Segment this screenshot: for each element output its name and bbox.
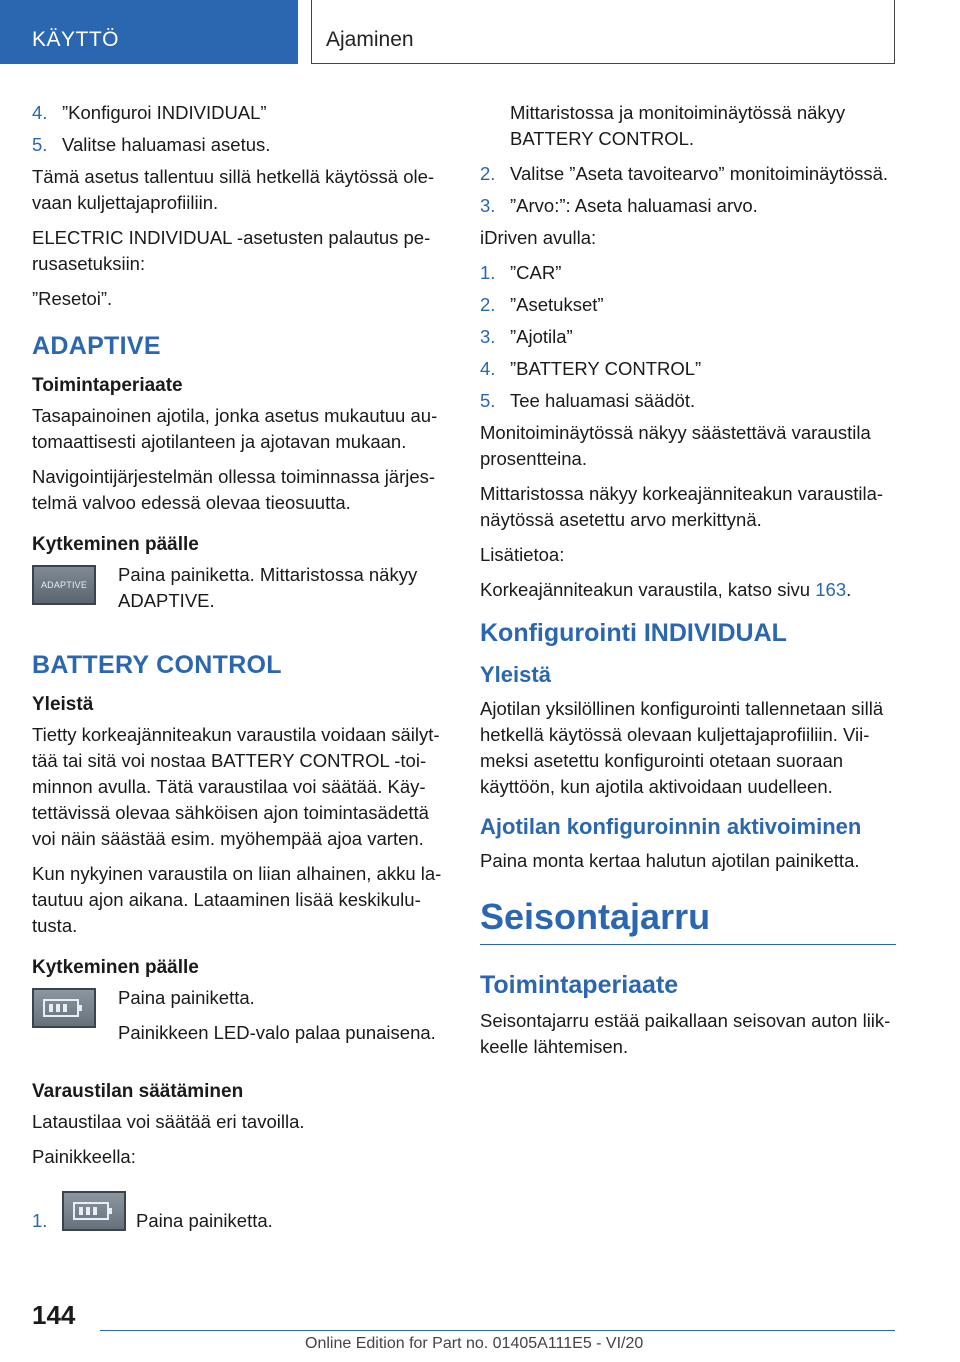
- heading-general: Yleistä: [480, 662, 551, 687]
- left-column: [32, 100, 450, 1240]
- battery-control-button-icon: [62, 1191, 126, 1231]
- heading-config-individual: Konfigurointi INDIVIDUAL: [480, 619, 787, 647]
- list-text: ”Asetukset”: [510, 294, 604, 315]
- list-text: ”CAR”: [510, 262, 562, 283]
- adaptive-button-icon: ADAPTIVE: [32, 565, 96, 605]
- list-number: 4.: [32, 102, 48, 123]
- paragraph: Painikkeen LED-valo palaa punaisena.: [118, 1022, 436, 1043]
- list-item: [480, 193, 896, 219]
- paragraph: Navigointijärjestelmän ollessa toiminnassa järjestelmä valvoo edessä olevaa tieosuutta.: [32, 466, 436, 513]
- page-link[interactable]: 163: [815, 579, 847, 600]
- heading-adaptive: ADAPTIVE: [32, 332, 161, 360]
- header-chapter: Ajaminen: [311, 0, 895, 64]
- list-item: [480, 388, 896, 414]
- paragraph: Lisätietoa:: [480, 544, 565, 565]
- list-item: [480, 356, 896, 382]
- paragraph: ELECTRIC INDIVIDUAL -asetusten palautus perusasetuksiin:: [32, 227, 431, 274]
- battery-button-row: [32, 985, 450, 1055]
- list-number: 1.: [480, 262, 496, 283]
- heading-battery-control: BATTERY CONTROL: [32, 651, 282, 679]
- paragraph: Painikkeella:: [32, 1146, 136, 1167]
- list-number: 5.: [480, 390, 496, 411]
- paragraph: Tasapainoinen ajotila, jonka asetus mukautuu automaattisesti ajotilanteen ja ajotavan mukaan.: [32, 405, 438, 452]
- paragraph: Ajotilan yksilöllinen konfigurointi tallennetaan sillä hetkellä käytössä olevaan kuljettajaprofiiliin. Viimeksi asetettu konfigurointi otetaan suoraan käyttöön, kun ajotila aktivoidaan uudelleen.: [480, 698, 884, 797]
- heading-charge-adjust: Varaustilan säätäminen: [32, 1081, 244, 1102]
- heading-general: Yleistä: [32, 694, 94, 715]
- paragraph: Paina painiketta.: [118, 987, 255, 1008]
- battery-control-button-icon: [32, 988, 96, 1028]
- list-item: [480, 260, 896, 286]
- page-number: 144: [32, 1300, 76, 1330]
- heading-switch-on: Kytkeminen päälle: [32, 534, 199, 555]
- paragraph: Seisontajarru estää paikallaan seisovan auton liikkeelle lähtemisen.: [480, 1010, 891, 1057]
- paragraph-text: Korkeajänniteakun varaustila, katso sivu: [480, 579, 816, 600]
- right-column: [480, 100, 896, 1069]
- paragraph: Kun nykyinen varaustila on liian alhainen, akku latautuu ajon aikana. Lataaminen lisää keskikulutusta.: [32, 863, 442, 936]
- list-text: ”Ajotila”: [510, 326, 573, 347]
- list-number: 3.: [480, 326, 496, 347]
- list-number: 3.: [480, 195, 496, 216]
- footer-divider: [100, 1330, 895, 1331]
- list-item: [32, 100, 450, 126]
- paragraph: Lataustilaa voi säätää eri tavoilla.: [32, 1111, 305, 1132]
- list-number: 5.: [32, 134, 48, 155]
- list-text: ”Arvo:”: Aseta haluamasi arvo.: [510, 195, 758, 216]
- list-item: [480, 324, 896, 350]
- heading-parking-brake: Seisontajarru: [480, 896, 896, 945]
- header-section: KÄYTTÖ: [0, 0, 298, 64]
- heading-principle: Toimintaperiaate: [32, 375, 183, 396]
- list-number: 2.: [480, 294, 496, 315]
- list-text: ”BATTERY CONTROL”: [510, 358, 702, 379]
- paragraph: Tietty korkeajänniteakun varaustila voidaan säilyttää tai sitä voi nostaa BATTERY CONTROL -toiminnon avulla. Tätä varaustilaa voi säätää. Käytettävissä olevaa sähköisen ajon toimintasädettä voi näin säästää esim. myöhempää ajoa varten.: [32, 724, 440, 849]
- paragraph: Mittaristossa ja monitoiminäytössä näkyy BATTERY CONTROL.: [510, 102, 846, 149]
- paragraph: iDriven avulla:: [480, 227, 597, 248]
- paragraph: Monitoiminäytössä näkyy säästettävä varaustila prosentteina.: [480, 422, 871, 469]
- list-text: Paina painiketta.: [136, 1210, 273, 1231]
- edition-text: Online Edition for Part no. 01405A111E5 - VI/20: [305, 1335, 644, 1352]
- list-item: [480, 161, 896, 187]
- paragraph: Paina painiketta. Mittaristossa näkyy ADAPTIVE.: [118, 564, 418, 611]
- heading-principle: Toimintaperiaate: [480, 971, 679, 999]
- paragraph-end: .: [846, 579, 852, 600]
- list-number: 2.: [480, 163, 496, 184]
- list-number: 4.: [480, 358, 496, 379]
- list-number: 1.: [32, 1210, 48, 1231]
- list-item: [480, 292, 896, 318]
- heading-activate-config: Ajotilan konfiguroinnin aktivoiminen: [480, 814, 862, 839]
- heading-switch-on: Kytkeminen päälle: [32, 957, 199, 978]
- paragraph: ”Resetoi”.: [32, 288, 113, 309]
- paragraph: [480, 577, 896, 603]
- list-item: [32, 132, 450, 158]
- list-text: Valitse haluamasi asetus.: [62, 134, 271, 155]
- list-text: ”Konfiguroi INDIVIDUAL”: [62, 102, 267, 123]
- adaptive-button-row: [32, 562, 450, 623]
- paragraph: Paina monta kertaa halutun ajotilan painiketta.: [480, 850, 860, 871]
- list-text: Valitse ”Aseta tavoitearvo” monitoiminäytössä.: [510, 163, 889, 184]
- list-text: Tee haluamasi säädöt.: [510, 390, 696, 411]
- paragraph: Mittaristossa näkyy korkeajänniteakun varaustilanäytössä asetettu arvo merkittynä.: [480, 483, 884, 530]
- paragraph: Tämä asetus tallentuu sillä hetkellä käytössä olevaan kuljettajaprofiiliin.: [32, 166, 435, 213]
- list-item: [32, 1188, 450, 1234]
